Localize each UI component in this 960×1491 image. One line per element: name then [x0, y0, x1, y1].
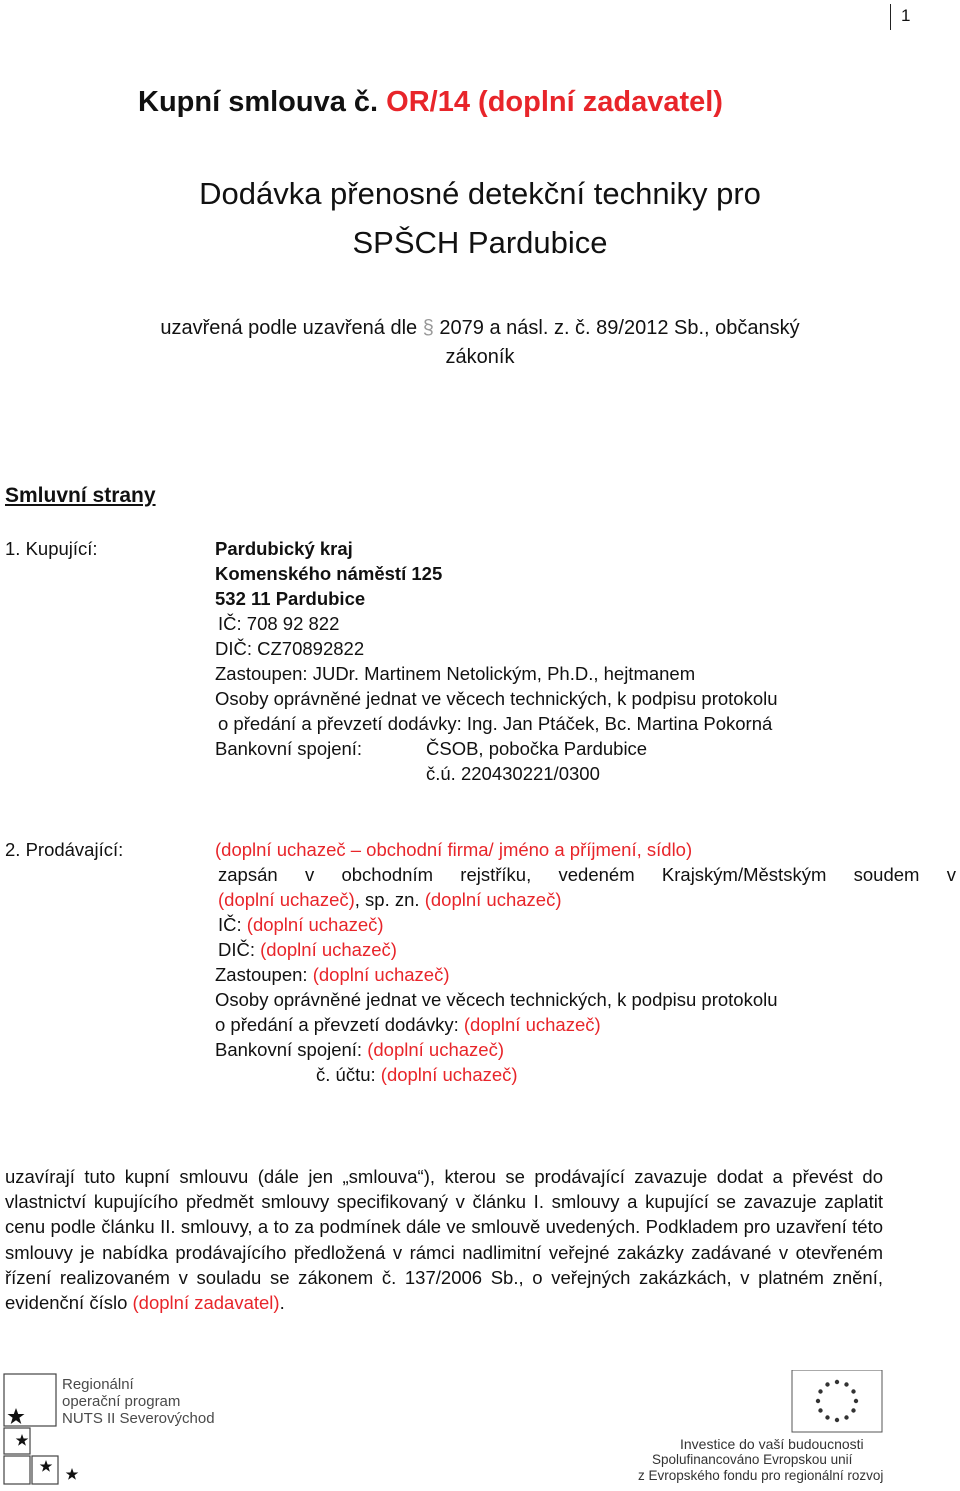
seller-ic	[218, 912, 384, 937]
seller-auth-label: o předání a převzetí dodávky:	[215, 1014, 464, 1035]
title-text: Kupní smlouva č.	[138, 86, 387, 118]
seller-file-placeholder: (doplní uchazeč)	[424, 889, 562, 910]
seller-registry-1: zapsán v obchodním rejstříku, vedeném Krajským/Městským soudem v	[218, 864, 956, 885]
seller-auth-placeholder: (doplní uchazeč)	[463, 1014, 601, 1035]
law-line-2: zákoník	[445, 346, 515, 368]
paragraph-text: uzavírají tuto kupní smlouvu (dále jen „smlouva“), kterou se prodávající zavazuje dodat a převést do vlastnictví kupujícího předmět smlouvy specifikovaný v článku I. smlouvy a kupující se zavazuje zaplatit cenu podle článku II. smlouvy, a to za podmínek dále ve smlouvě uvedených. Podkladem pro uzavření této smlouvy je nabídka prodávajícího předložená v rámci nadlimitní veřejné zakázky zadávané v otevřeném řízení realizovaném v souladu se zákonem č. 137/2006 Sb., o veřejných zakázkách, v platném znění, evidenční číslo	[5, 1166, 883, 1314]
rop-line-2: operační program	[62, 1393, 181, 1410]
page-number: 1	[890, 4, 931, 30]
paragraph-end: .	[279, 1292, 285, 1314]
buyer-name: Pardubický kraj	[215, 538, 353, 559]
section-heading: Smluvní strany	[5, 484, 156, 507]
eu-star	[835, 1418, 839, 1422]
seller-rep-label: Zastoupen:	[215, 964, 313, 985]
buyer-authorized-2: o předání a převzetí dodávky: Ing. Jan Ptáček, Bc. Martina Pokorná	[218, 713, 773, 734]
eu-star	[816, 1399, 820, 1403]
seller-bank	[215, 1037, 504, 1062]
eu-star	[835, 1380, 839, 1384]
law-text-1: uzavřená podle uzavřená dle	[160, 317, 423, 339]
eu-star	[844, 1415, 848, 1419]
eu-star	[851, 1389, 855, 1393]
eu-line-2: Spolufinancováno Evropskou unií	[652, 1452, 853, 1467]
buyer-bank-label: Bankovní spojení:	[215, 738, 363, 759]
seller-ic-placeholder: (doplní uchazeč)	[246, 914, 384, 935]
eu-line-1: Investice do vaší budoucnosti	[680, 1436, 864, 1452]
eu-logo	[630, 1370, 890, 1486]
buyer-dic: DIČ: CZ70892822	[215, 638, 365, 659]
seller-authorized-2	[215, 1012, 601, 1037]
eu-star	[818, 1389, 822, 1393]
section-symbol: §	[422, 317, 434, 339]
rop-line-3: NUTS II Severovýchod	[62, 1410, 215, 1427]
seller-dic-placeholder: (doplní uchazeč)	[260, 939, 397, 960]
eu-line-3: z Evropského fondu pro regionální rozvoj	[638, 1468, 884, 1483]
seller-bank-label: Bankovní spojení:	[215, 1039, 368, 1060]
buyer-authorized-1: Osoby oprávněné jednat ve věcech technických, k podpisu protokolu	[215, 688, 778, 709]
seller-dic	[218, 937, 397, 962]
seller-name: (doplní uchazeč – obchodní firma/ jméno a příjmení, sídlo)	[215, 839, 693, 860]
eu-star	[851, 1408, 855, 1412]
seller-account-placeholder: (doplní uchazeč)	[380, 1064, 518, 1085]
seller-registry-2	[218, 887, 561, 912]
contract-paragraph	[5, 1164, 883, 1315]
buyer-street: Komenského náměstí 125	[215, 563, 443, 584]
seller-court-placeholder: (doplní uchazeč)	[218, 889, 355, 910]
seller-account-label: č. účtu:	[316, 1064, 381, 1085]
seller-bank-placeholder: (doplní uchazeč)	[367, 1039, 504, 1060]
buyer-representative: Zastoupen: JUDr. Martinem Netolickým, Ph.D., hejtmanem	[215, 663, 696, 684]
eu-star	[825, 1382, 829, 1386]
seller-file-label: , sp. zn.	[354, 889, 425, 910]
seller-rep-placeholder: (doplní uchazeč)	[312, 964, 450, 985]
subtitle-line-1: Dodávka přenosné detekční techniky pro	[199, 176, 761, 211]
eu-star	[825, 1415, 829, 1419]
eu-star	[818, 1408, 822, 1412]
seller-ic-label: IČ:	[218, 914, 247, 935]
seller-representative	[215, 962, 449, 987]
seller-dic-label: DIČ:	[218, 939, 261, 960]
buyer-bank-name: ČSOB, pobočka Pardubice	[426, 738, 648, 759]
seller-authorized-1: Osoby oprávněné jednat ve věcech technických, k podpisu protokolu	[215, 989, 778, 1010]
paragraph-placeholder: (doplní zadavatel)	[132, 1292, 280, 1314]
buyer-ic: IČ: 708 92 822	[218, 613, 340, 634]
seller-label: 2. Prodávající:	[5, 839, 124, 860]
seller-account	[316, 1062, 518, 1087]
title-placeholder: OR/14 (doplní zadavatel)	[386, 86, 723, 118]
eu-star	[844, 1382, 848, 1386]
rop-logo	[0, 1372, 230, 1486]
contract-title	[138, 86, 723, 119]
buyer-label: 1. Kupující:	[5, 538, 98, 559]
eu-star	[854, 1399, 858, 1403]
subtitle-line-2: SPŠCH Pardubice	[352, 225, 608, 260]
eu-flag-icon	[630, 1370, 890, 1436]
rop-line-1: Regionální	[62, 1376, 134, 1393]
buyer-city: 532 11 Pardubice	[215, 588, 366, 609]
law-text-2: 2079 a násl. z. č. 89/2012 Sb., občanský	[433, 317, 800, 339]
buyer-account: č.ú. 220430221/0300	[426, 763, 600, 784]
law-line-1	[0, 317, 960, 340]
